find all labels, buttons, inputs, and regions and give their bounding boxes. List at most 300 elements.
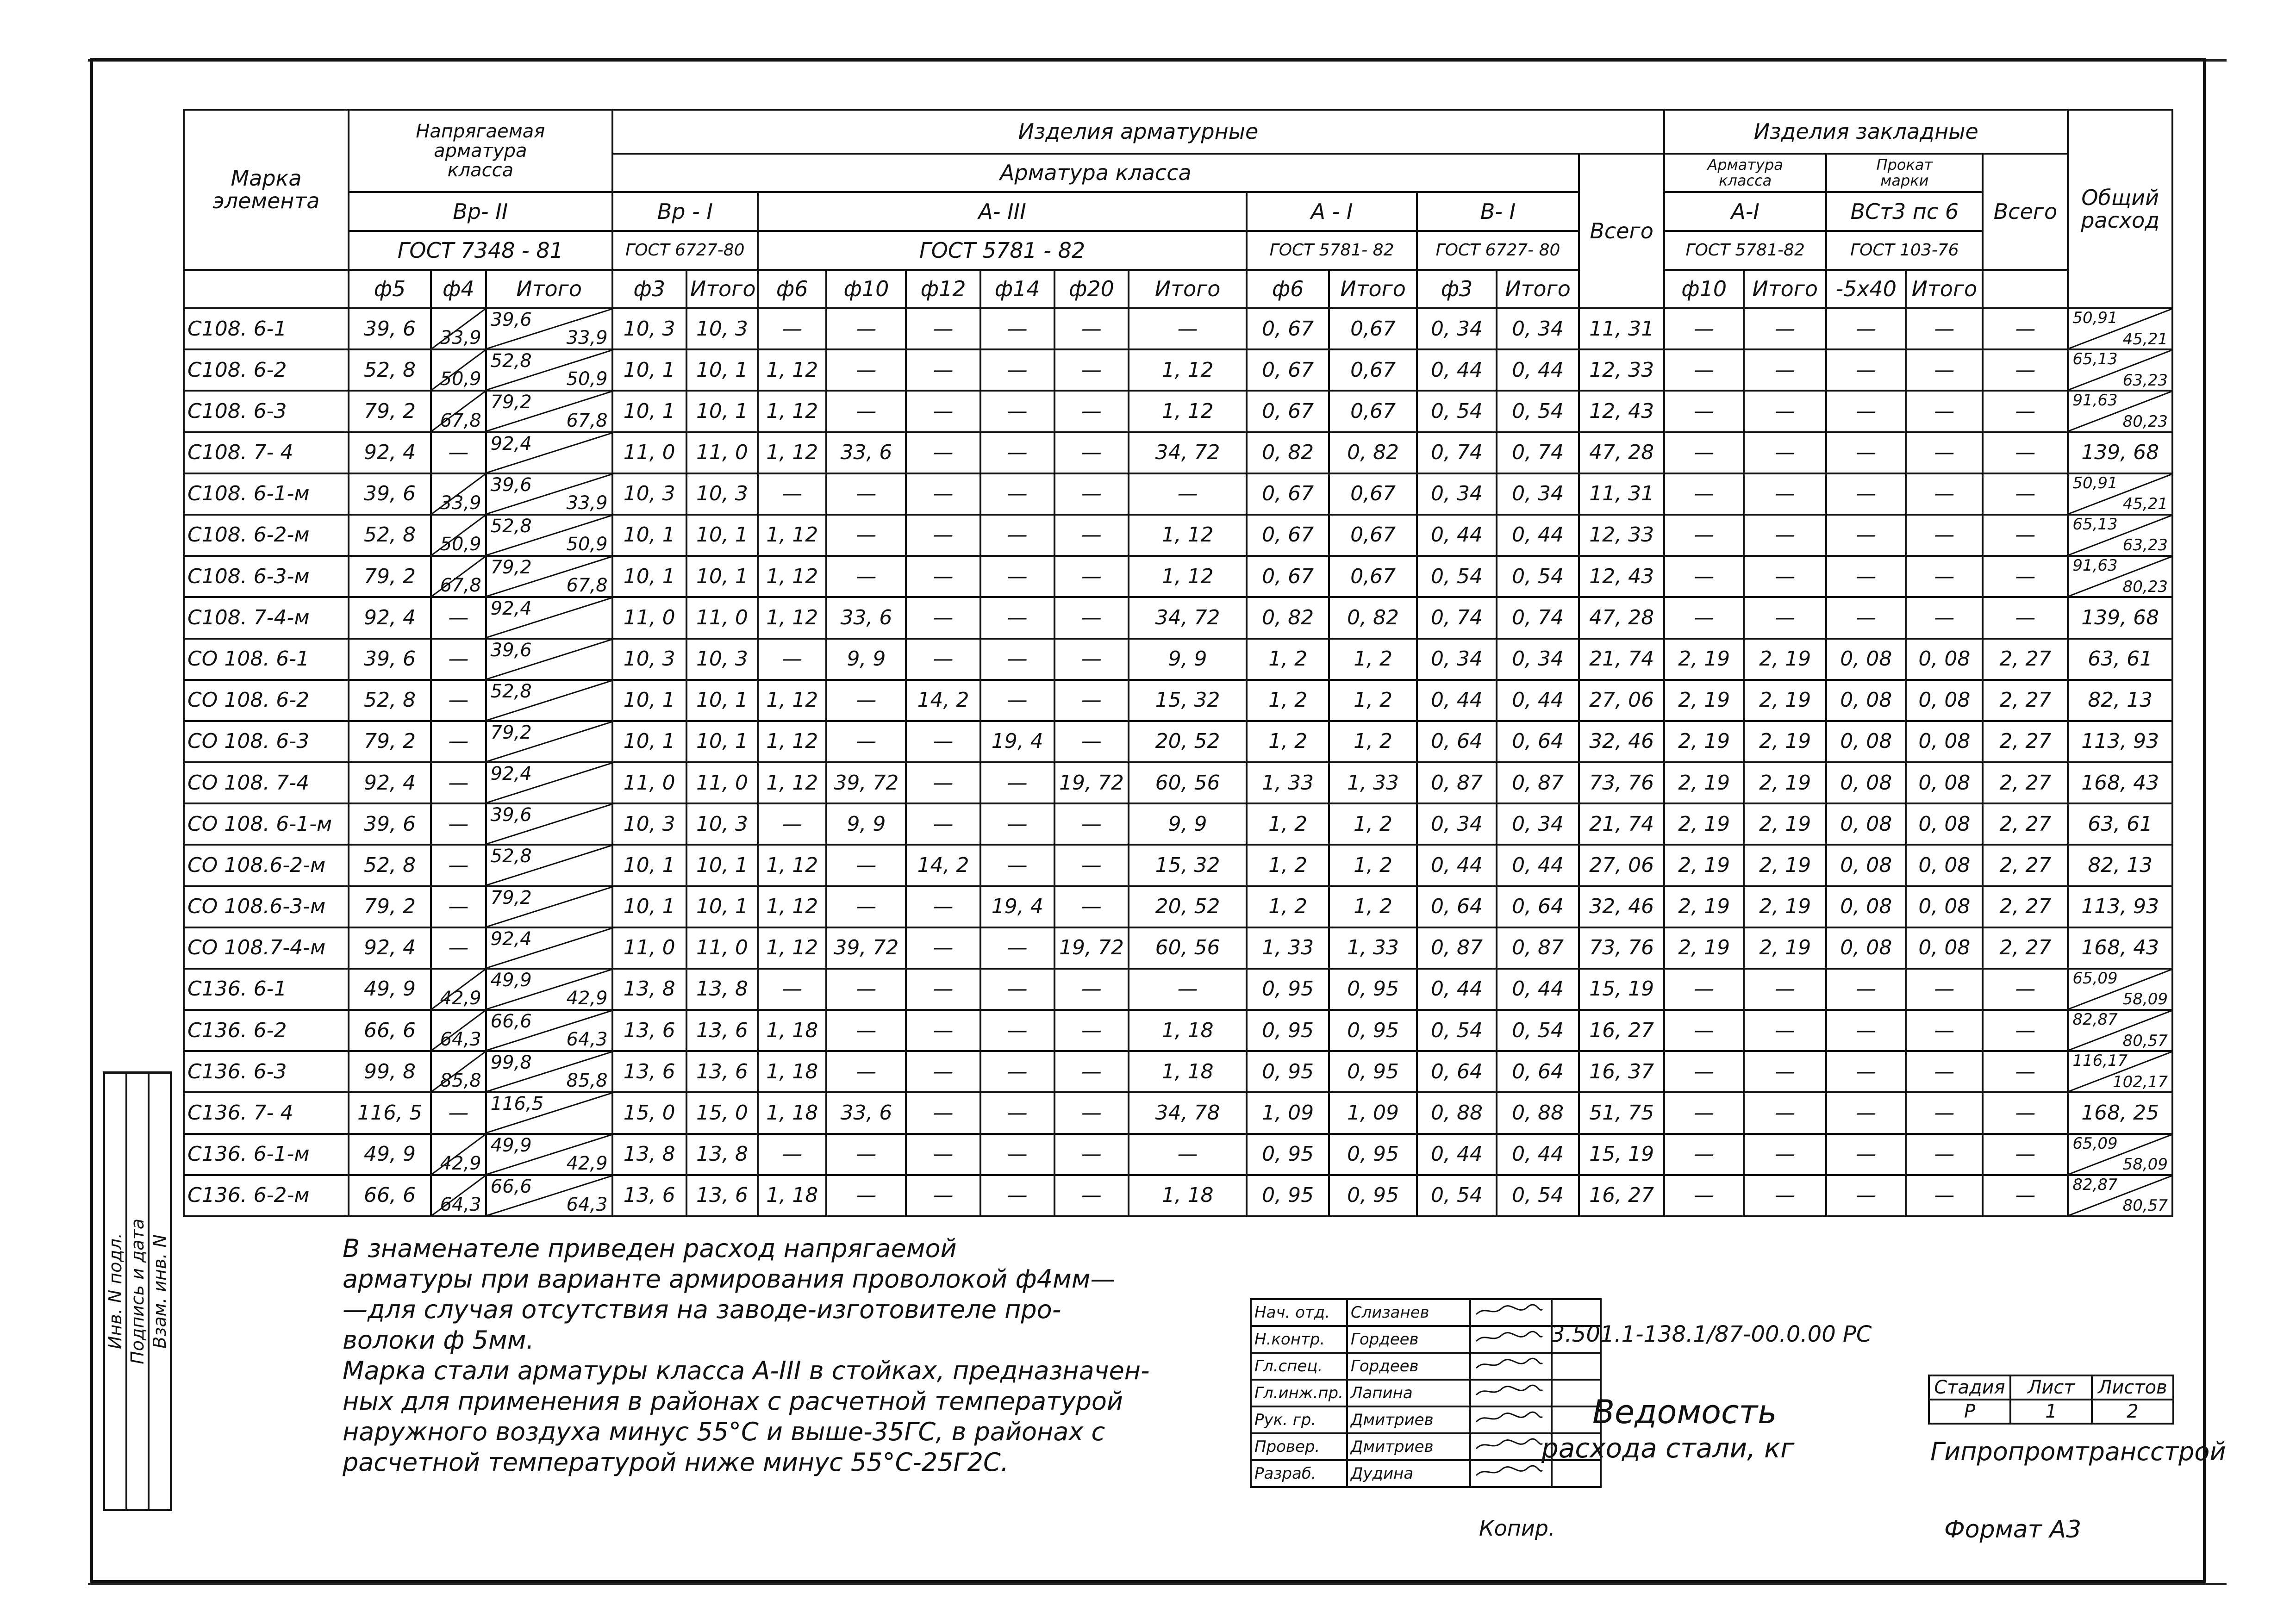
stage-value: Р [1929, 1400, 2010, 1424]
value-cell: — [1744, 556, 1826, 597]
table-row [184, 556, 2172, 597]
signature-scribble [1474, 1383, 1543, 1399]
value-cell: 51, 75 [1579, 1092, 1664, 1133]
signature-cell [1470, 1299, 1552, 1326]
value-cell: — [1054, 349, 1129, 391]
value-cell: 1, 12 [1129, 556, 1247, 597]
side-approval-strip [103, 1071, 172, 1511]
fraction-cell [486, 969, 612, 1010]
element-mark: С136. 6-2 [184, 1010, 349, 1051]
value-cell: 32, 46 [1579, 721, 1664, 762]
column-header: Итого [1129, 270, 1247, 309]
value-cell: 1, 12 [758, 680, 826, 721]
value-cell: — [1906, 1051, 1983, 1092]
value-cell: 10, 1 [686, 886, 758, 927]
value-cell: 21, 74 [1579, 639, 1664, 680]
value-cell: 1, 2 [1329, 845, 1417, 886]
fraction-cell [2068, 1051, 2172, 1092]
value-cell: — [1826, 391, 1906, 432]
value-cell: 0, 08 [1906, 680, 1983, 721]
numerator: 52,8 [490, 846, 532, 867]
value-cell: 34, 78 [1129, 1092, 1247, 1133]
element-mark: С108. 6-1-м [184, 473, 349, 515]
fraction-cell [2068, 391, 2172, 432]
value-cell: — [431, 597, 486, 638]
value-cell: 13, 6 [686, 1010, 758, 1051]
value-cell: — [826, 308, 906, 349]
value-cell: — [1744, 597, 1826, 638]
value-cell: — [1664, 1010, 1744, 1051]
denominator: 33,9 [566, 327, 608, 349]
value-cell: 1, 12 [758, 349, 826, 391]
header-gost5781c: ГОСТ 5781-82 [1664, 231, 1826, 270]
value-cell: — [1906, 597, 1983, 638]
value-cell: — [906, 1092, 980, 1133]
value-cell: 0, 54 [1417, 556, 1497, 597]
value-cell: 10, 1 [686, 515, 758, 556]
value-cell: — [826, 721, 906, 762]
value-cell: — [758, 473, 826, 515]
value-cell: — [1744, 1010, 1826, 1051]
table-row [184, 639, 2172, 680]
value-cell: 1, 2 [1329, 639, 1417, 680]
value-cell: 10, 1 [612, 391, 686, 432]
value-cell: 1, 18 [1129, 1010, 1247, 1051]
header-vst3: ВСт3 пс 6 [1826, 192, 1983, 231]
value-cell: 2, 19 [1744, 886, 1826, 927]
header-a1: А - I [1247, 192, 1417, 231]
value-cell: 1, 2 [1329, 680, 1417, 721]
value-cell: 99, 8 [349, 1051, 431, 1092]
value-cell: 13, 8 [686, 1134, 758, 1175]
value-cell: 2, 27 [1983, 886, 2068, 927]
denominator: 42,9 [440, 1152, 481, 1174]
value-cell: 168, 43 [2068, 927, 2172, 969]
value-cell: — [906, 803, 980, 845]
value-cell: — [980, 1092, 1054, 1133]
denominator: 80,23 [2122, 577, 2168, 596]
value-cell: 0, 44 [1417, 969, 1497, 1010]
denominator: 45,21 [2122, 330, 2168, 348]
value-cell: 0, 44 [1417, 680, 1497, 721]
value-cell: — [1054, 680, 1129, 721]
value-cell: — [1983, 597, 2068, 638]
value-cell: 13, 6 [612, 1010, 686, 1051]
denominator: 80,23 [2122, 412, 2168, 431]
value-cell: 0, 95 [1247, 969, 1329, 1010]
value-cell: 13, 8 [612, 1134, 686, 1175]
value-cell: — [1826, 473, 1906, 515]
value-cell: 0, 95 [1247, 1134, 1329, 1175]
strip-cell: Инв. N подл. [105, 1074, 127, 1509]
value-cell: 10, 1 [612, 886, 686, 927]
value-cell: — [758, 1134, 826, 1175]
numerator: 79,2 [490, 887, 532, 908]
notes-text: В знаменателе приведен расход напрягаемой арматуры при варианте армирования проволокой ф4мм— —для случая отсутствия на заводе-изготовителе про- волоки ф 5мм. Марка стали арматуры класса А-III в стойках, предназначен- ных для применения в районах с расчетной температурой наружного воздуха минус 55°С и выше-35ГС, в районах с расчетной температурой ниже минус 55°С-25Г2С. [343, 1234, 1150, 1477]
value-cell: 0, 08 [1906, 927, 1983, 969]
header-embedded-items: Изделия закладные [1664, 110, 2068, 154]
role-cell: Нач. отд. [1251, 1299, 1347, 1326]
fraction-cell [431, 1010, 486, 1051]
value-cell: — [1744, 1051, 1826, 1092]
value-cell: — [906, 391, 980, 432]
value-cell: — [906, 473, 980, 515]
numerator: 92,4 [490, 763, 532, 785]
value-cell: 10, 1 [612, 349, 686, 391]
column-header: Итого [486, 270, 612, 309]
value-cell: — [431, 432, 486, 473]
value-cell: — [826, 473, 906, 515]
value-cell: — [1826, 1134, 1906, 1175]
value-cell: 14, 2 [906, 845, 980, 886]
value-cell: — [980, 597, 1054, 638]
value-cell: — [1826, 1175, 1906, 1216]
fraction-cell [486, 1134, 612, 1175]
element-mark: С108. 6-3-м [184, 556, 349, 597]
numerator: 82,87 [2072, 1010, 2118, 1029]
value-cell: — [1054, 391, 1129, 432]
value-cell: — [1664, 308, 1744, 349]
denominator: 80,57 [2122, 1196, 2168, 1215]
value-cell: 2, 27 [1983, 845, 2068, 886]
value-cell: 10, 1 [686, 391, 758, 432]
denominator: 45,21 [2122, 495, 2168, 514]
fraction-cell [486, 391, 612, 432]
denominator: 50,9 [566, 534, 608, 555]
value-cell: 1, 18 [1129, 1175, 1247, 1216]
value-cell: — [980, 927, 1054, 969]
value-cell: — [826, 391, 906, 432]
fraction-cell [431, 1051, 486, 1092]
value-cell: 2, 27 [1983, 927, 2068, 969]
fraction-cell [486, 1051, 612, 1092]
numerator: 79,2 [490, 392, 532, 413]
value-cell: — [1826, 1051, 1906, 1092]
value-cell: — [1054, 1092, 1129, 1133]
fraction-cell [2068, 1010, 2172, 1051]
element-mark: С108. 7- 4 [184, 432, 349, 473]
header-mark-empty [184, 270, 349, 309]
value-cell: 0, 08 [1906, 803, 1983, 845]
value-cell: — [758, 639, 826, 680]
value-cell: 2, 19 [1664, 845, 1744, 886]
value-cell: 10, 3 [612, 308, 686, 349]
value-cell: — [980, 349, 1054, 391]
value-cell: 0, 87 [1497, 762, 1579, 803]
value-cell: 1, 2 [1329, 886, 1417, 927]
value-cell: 1, 2 [1247, 886, 1329, 927]
value-cell: 13, 8 [612, 969, 686, 1010]
value-cell: — [1983, 308, 2068, 349]
value-cell: 0, 82 [1247, 432, 1329, 473]
value-cell: — [1054, 969, 1129, 1010]
signature-cell [1470, 1353, 1552, 1380]
value-cell: — [1664, 432, 1744, 473]
element-mark: СО 108. 6-3 [184, 721, 349, 762]
numerator: 65,09 [2072, 1134, 2118, 1153]
value-cell: 0, 08 [1906, 721, 1983, 762]
value-cell: — [1826, 556, 1906, 597]
value-cell: 16, 27 [1579, 1010, 1664, 1051]
value-cell: — [1826, 969, 1906, 1010]
value-cell: — [1054, 597, 1129, 638]
stage-header: Стадия [1929, 1375, 2010, 1400]
signature-row [1251, 1353, 1601, 1380]
value-cell: 168, 25 [2068, 1092, 2172, 1133]
numerator: 39,6 [490, 474, 532, 496]
value-cell: 13, 6 [686, 1051, 758, 1092]
header-gost7348: ГОСТ 7348 - 81 [349, 231, 612, 270]
value-cell: 14, 2 [906, 680, 980, 721]
value-cell: — [1054, 1051, 1129, 1092]
value-cell: — [980, 1175, 1054, 1216]
value-cell: — [1906, 969, 1983, 1010]
value-cell: 0, 54 [1417, 1175, 1497, 1216]
value-cell: — [980, 515, 1054, 556]
numerator: 39,6 [490, 639, 532, 661]
value-cell: — [1664, 1134, 1744, 1175]
value-cell: — [1983, 349, 2068, 391]
value-cell: 11, 0 [686, 597, 758, 638]
value-cell: 0, 34 [1417, 308, 1497, 349]
value-cell: 0, 88 [1497, 1092, 1579, 1133]
value-cell: 10, 1 [612, 556, 686, 597]
document-subtitle: расхода стали, кг [1541, 1432, 1795, 1464]
element-mark: СО 108.6-2-м [184, 845, 349, 886]
value-cell: 10, 1 [612, 515, 686, 556]
value-cell: 39, 6 [349, 639, 431, 680]
value-cell: 2, 27 [1983, 803, 2068, 845]
value-cell: 33, 6 [826, 1092, 906, 1133]
value-cell: 27, 06 [1579, 680, 1664, 721]
denominator: 67,8 [440, 575, 481, 597]
denominator: 50,9 [440, 534, 481, 555]
fraction-cell [486, 886, 612, 927]
value-cell: — [1664, 969, 1744, 1010]
value-cell: 0, 08 [1906, 886, 1983, 927]
numerator: 50,91 [2072, 309, 2118, 328]
value-cell: 1, 12 [758, 762, 826, 803]
value-cell: — [826, 556, 906, 597]
value-cell: 73, 76 [1579, 762, 1664, 803]
element-mark: С108. 6-2 [184, 349, 349, 391]
value-cell: 0, 64 [1417, 886, 1497, 927]
column-header: ф10 [826, 270, 906, 309]
value-cell: 1, 2 [1329, 721, 1417, 762]
fraction-cell [431, 349, 486, 391]
value-cell: — [1744, 432, 1826, 473]
value-cell: 15, 19 [1579, 969, 1664, 1010]
value-cell: 0, 54 [1497, 556, 1579, 597]
value-cell: — [1744, 969, 1826, 1010]
value-cell: — [1744, 473, 1826, 515]
numerator: 65,09 [2072, 969, 2118, 988]
value-cell: 10, 1 [612, 721, 686, 762]
value-cell: 47, 28 [1579, 432, 1664, 473]
value-cell: 2, 19 [1744, 845, 1826, 886]
denominator: 80,57 [2122, 1031, 2168, 1050]
role-cell: Н.контр. [1251, 1326, 1347, 1353]
stage-table [1928, 1375, 2174, 1425]
header-prokat: Прокат марки [1826, 154, 1983, 193]
value-cell: 2, 19 [1664, 803, 1744, 845]
value-cell: 0, 64 [1497, 886, 1579, 927]
value-cell: 0, 54 [1417, 391, 1497, 432]
value-cell: 34, 72 [1129, 432, 1247, 473]
numerator: 65,13 [2072, 515, 2118, 534]
value-cell: — [980, 432, 1054, 473]
value-cell: 0, 34 [1417, 639, 1497, 680]
value-cell: 0, 08 [1826, 927, 1906, 969]
value-cell: 0, 87 [1497, 927, 1579, 969]
value-cell: 1, 33 [1329, 762, 1417, 803]
table-row [184, 391, 2172, 432]
fraction-cell [2068, 308, 2172, 349]
value-cell: 20, 52 [1129, 886, 1247, 927]
value-cell: — [1664, 597, 1744, 638]
value-cell: 10, 1 [612, 680, 686, 721]
element-mark: СО 108. 6-2 [184, 680, 349, 721]
denominator: 85,8 [440, 1070, 481, 1092]
value-cell: — [1983, 515, 2068, 556]
role-cell: Рук. гр. [1251, 1406, 1347, 1433]
value-cell: 0, 54 [1497, 1010, 1579, 1051]
value-cell: 1, 18 [758, 1175, 826, 1216]
column-header: ф6 [758, 270, 826, 309]
value-cell: — [431, 1092, 486, 1133]
value-cell: 1, 2 [1247, 721, 1329, 762]
value-cell: — [906, 1134, 980, 1175]
column-header: Итого [1744, 270, 1826, 309]
value-cell: 0, 88 [1417, 1092, 1497, 1133]
value-cell: 10, 1 [686, 556, 758, 597]
value-cell: 0, 67 [1247, 391, 1329, 432]
value-cell: 16, 27 [1579, 1175, 1664, 1216]
column-header: ф3 [1417, 270, 1497, 309]
denominator: 42,9 [566, 988, 608, 1009]
numerator: 99,8 [490, 1052, 532, 1074]
value-cell: 0, 54 [1497, 391, 1579, 432]
name-cell: Слизанев [1347, 1299, 1470, 1326]
denominator: 67,8 [566, 575, 608, 597]
value-cell: 0, 95 [1329, 1010, 1417, 1051]
sheets-header: Листов [2092, 1375, 2173, 1400]
numerator: 82,87 [2072, 1175, 2118, 1194]
value-cell: 0, 44 [1417, 1134, 1497, 1175]
column-header: ф14 [980, 270, 1054, 309]
value-cell: — [1664, 1051, 1744, 1092]
value-cell: 0, 67 [1247, 515, 1329, 556]
fraction-cell [2068, 515, 2172, 556]
table-row [184, 680, 2172, 721]
value-cell: — [906, 1051, 980, 1092]
name-cell: Дудина [1347, 1460, 1470, 1487]
value-cell: 2, 19 [1744, 927, 1826, 969]
value-cell: — [1906, 432, 1983, 473]
denominator: 42,9 [566, 1152, 608, 1174]
column-header: ф5 [349, 270, 431, 309]
value-cell: 0, 95 [1329, 1134, 1417, 1175]
fraction-cell [486, 556, 612, 597]
value-cell: 33, 6 [826, 432, 906, 473]
value-cell: 12, 43 [1579, 556, 1664, 597]
value-cell: 0,67 [1329, 515, 1417, 556]
date-cell [1552, 1353, 1601, 1380]
value-cell: — [1983, 1175, 2068, 1216]
value-cell: 60, 56 [1129, 927, 1247, 969]
table-row [184, 927, 2172, 969]
fraction-cell [486, 349, 612, 391]
value-cell: — [826, 1051, 906, 1092]
fraction-cell [431, 308, 486, 349]
value-cell: 0, 95 [1329, 1051, 1417, 1092]
value-cell: 11, 0 [612, 927, 686, 969]
value-cell: 47, 28 [1579, 597, 1664, 638]
value-cell: 15, 0 [686, 1092, 758, 1133]
value-cell: — [1129, 308, 1247, 349]
value-cell: — [1906, 308, 1983, 349]
signature-scribble [1474, 1356, 1543, 1372]
value-cell: — [1826, 432, 1906, 473]
table-row [184, 969, 2172, 1010]
numerator: 92,4 [490, 433, 532, 454]
value-cell: — [1744, 349, 1826, 391]
table-row [184, 597, 2172, 638]
value-cell: 0, 08 [1826, 680, 1906, 721]
value-cell: 0, 44 [1497, 969, 1579, 1010]
value-cell: 19, 4 [980, 886, 1054, 927]
value-cell: 39, 72 [826, 762, 906, 803]
value-cell: — [1054, 308, 1129, 349]
value-cell: — [980, 308, 1054, 349]
fraction-cell [486, 927, 612, 969]
fraction-cell [486, 721, 612, 762]
value-cell: — [1906, 1010, 1983, 1051]
signature-scribble [1474, 1303, 1543, 1319]
value-cell: — [1983, 1010, 2068, 1051]
numerator: 52,8 [490, 680, 532, 702]
fraction-cell [431, 1134, 486, 1175]
numerator: 92,4 [490, 928, 532, 950]
header-arm-class: Арматура класса [612, 154, 1579, 193]
value-cell: 11, 0 [686, 762, 758, 803]
value-cell: 1, 33 [1329, 927, 1417, 969]
fraction-cell [486, 680, 612, 721]
name-cell: Гордеев [1347, 1353, 1470, 1380]
fraction-cell [431, 515, 486, 556]
value-cell: 52, 8 [349, 515, 431, 556]
value-cell: 92, 4 [349, 597, 431, 638]
value-cell: 0, 67 [1247, 473, 1329, 515]
signature-scribble [1474, 1330, 1543, 1345]
fraction-cell [431, 473, 486, 515]
value-cell: 12, 33 [1579, 515, 1664, 556]
value-cell: 52, 8 [349, 845, 431, 886]
value-cell: — [906, 639, 980, 680]
denominator: 67,8 [566, 410, 608, 431]
numerator: 79,2 [490, 557, 532, 579]
value-cell: 82, 13 [2068, 680, 2172, 721]
value-cell: 66, 6 [349, 1010, 431, 1051]
value-cell: — [431, 680, 486, 721]
value-cell: 1, 18 [758, 1092, 826, 1133]
denominator: 58,09 [2122, 990, 2168, 1009]
value-cell: 0,67 [1329, 391, 1417, 432]
value-cell: 11, 31 [1579, 473, 1664, 515]
table-row [184, 845, 2172, 886]
fraction-cell [486, 1010, 612, 1051]
fraction-cell [486, 803, 612, 845]
